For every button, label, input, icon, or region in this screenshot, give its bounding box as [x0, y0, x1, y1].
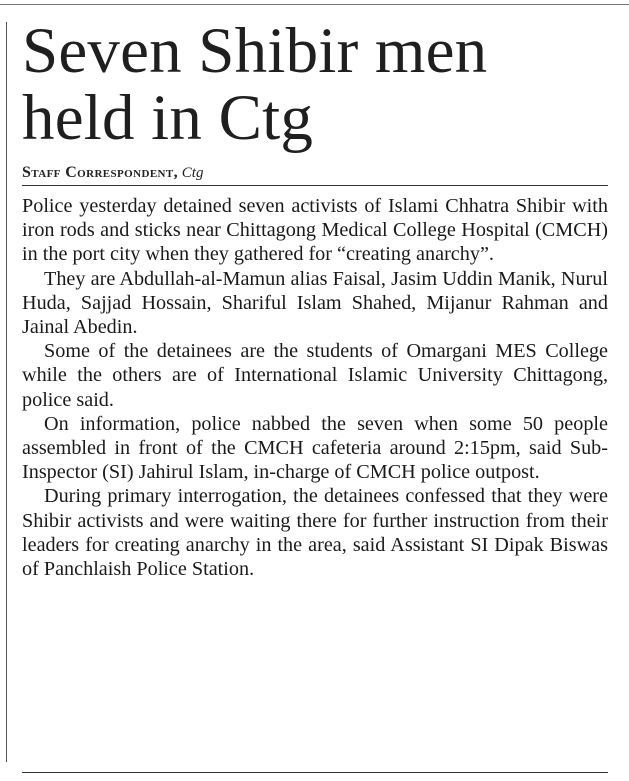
paragraph: On information, police nabbed the seven when some 50 people assembled in front of the CMCH cafeteria around 2:15pm, said Sub-Inspector (SI) Jahirul Islam, in-charge of CMCH police outpost. [22, 412, 608, 484]
paragraph: Police yesterday detained seven activists of Islami Chhatra Shibir with iron rods and sticks near Chittagong Medical College Hospital (CMCH) in the port city when they gathered for “creating anarchy”. [22, 195, 608, 266]
byline-location: Ctg [181, 165, 204, 181]
byline [22, 164, 608, 182]
paragraph: During primary interrogation, the detainees confessed that they were Shibir activists and were waiting there for further instruction from their leaders for creating anarchy in the area, said Assistant SI Dipak Biswas of Panchlaish Police Station. [22, 485, 608, 581]
byline-author: Staff Correspondent, [22, 164, 179, 181]
paragraph: They are Abdullah-al-Mamun alias Faisal, Jasim Uddin Manik, Nurul Huda, Sajjad Hossain, Shariful Islam Shahed, Mijanur Rahman and Jainal Abedin. [22, 267, 608, 339]
news-article [22, 15, 608, 581]
article-body [22, 194, 608, 581]
paragraph: Some of the detainees are the students of Omargani MES College while the others are of International Islamic University Chittagong, police said. [22, 340, 608, 411]
headline: Seven Shibir men held in Ctg [22, 15, 488, 154]
byline-divider [22, 185, 608, 186]
bottom-divider [22, 772, 608, 773]
top-border-rule [0, 4, 629, 5]
column-border-rule [6, 22, 7, 762]
